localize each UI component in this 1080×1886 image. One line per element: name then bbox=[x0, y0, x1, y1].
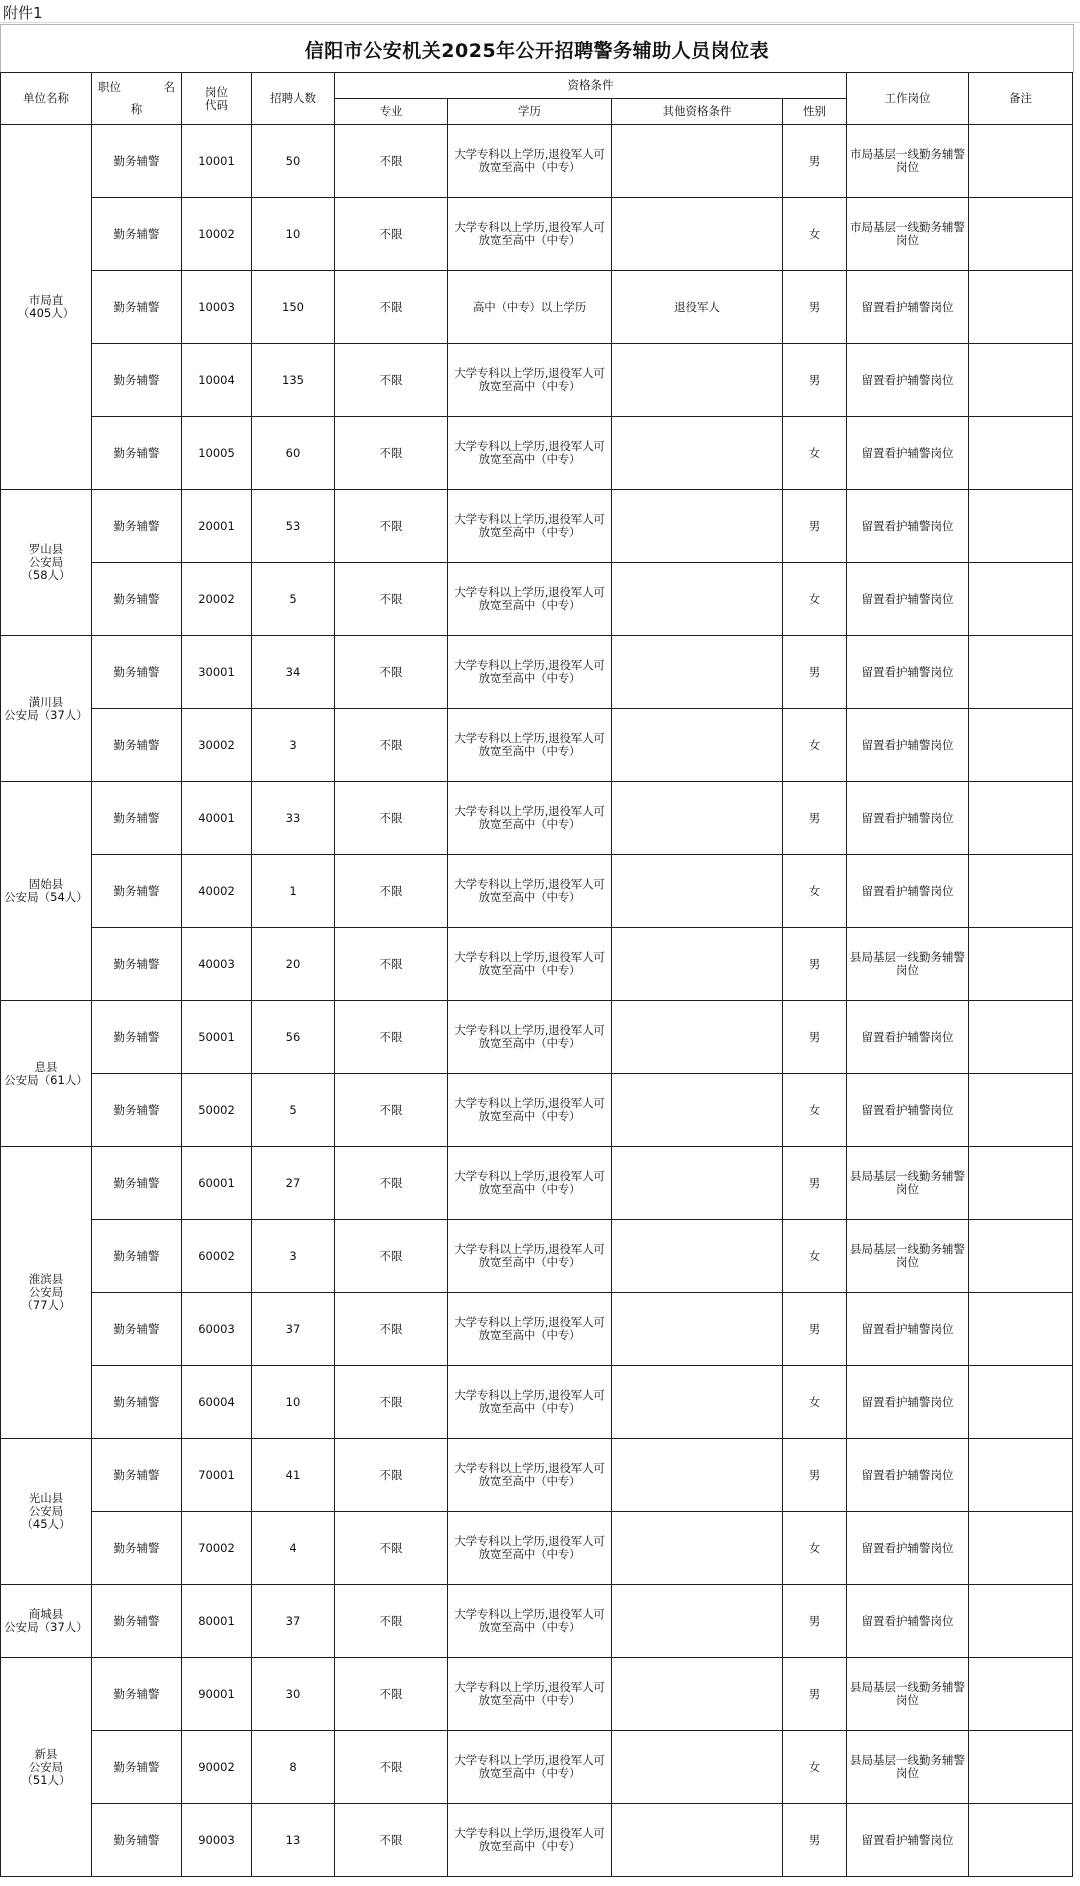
table-row bbox=[1, 1512, 1073, 1585]
code-cell: 40001 bbox=[182, 782, 252, 855]
unit-name-line: 公安局（61人） bbox=[4, 1072, 88, 1087]
post-cell: 留置看护辅警岗位 bbox=[847, 1366, 969, 1439]
col-header-job-name-part2: 名 bbox=[163, 80, 175, 94]
job-name-cell: 勤务辅警 bbox=[92, 490, 182, 563]
remark-cell bbox=[969, 1001, 1073, 1074]
major-cell: 不限 bbox=[335, 1804, 448, 1877]
education-cell: 高中（中专）以上学历 bbox=[448, 271, 612, 344]
other-cell bbox=[612, 1147, 783, 1220]
table-row bbox=[1, 1439, 1073, 1512]
unit-name-line: 商城县 bbox=[28, 1607, 64, 1621]
major-cell: 不限 bbox=[335, 636, 448, 709]
post-cell: 留置看护辅警岗位 bbox=[847, 1804, 969, 1877]
education-cell: 大学专科以上学历,退役军人可放宽至高中（中专） bbox=[448, 1658, 612, 1731]
job-name-cell: 勤务辅警 bbox=[92, 928, 182, 1001]
code-cell: 10004 bbox=[182, 344, 252, 417]
remark-cell bbox=[969, 563, 1073, 636]
remark-cell bbox=[969, 636, 1073, 709]
other-cell bbox=[612, 1439, 783, 1512]
major-cell: 不限 bbox=[335, 1439, 448, 1512]
col-header-code-line1: 岗位 bbox=[205, 84, 228, 99]
job-name-cell: 勤务辅警 bbox=[92, 1512, 182, 1585]
col-header-post: 工作岗位 bbox=[847, 73, 969, 125]
code-cell: 60003 bbox=[182, 1293, 252, 1366]
post-cell: 市局基层一线勤务辅警岗位 bbox=[847, 125, 969, 198]
job-name-cell: 勤务辅警 bbox=[92, 636, 182, 709]
post-cell: 留置看护辅警岗位 bbox=[847, 1001, 969, 1074]
job-name-cell: 勤务辅警 bbox=[92, 855, 182, 928]
job-name-cell: 勤务辅警 bbox=[92, 563, 182, 636]
table-row bbox=[1, 1658, 1073, 1731]
major-cell: 不限 bbox=[335, 271, 448, 344]
code-cell: 40003 bbox=[182, 928, 252, 1001]
major-cell: 不限 bbox=[335, 782, 448, 855]
code-cell: 10001 bbox=[182, 125, 252, 198]
count-cell: 27 bbox=[252, 1147, 335, 1220]
code-cell: 60002 bbox=[182, 1220, 252, 1293]
count-cell: 30 bbox=[252, 1658, 335, 1731]
table-row bbox=[1, 344, 1073, 417]
remark-cell bbox=[969, 1658, 1073, 1731]
education-cell: 大学专科以上学历,退役军人可放宽至高中（中专） bbox=[448, 1512, 612, 1585]
table-row bbox=[1, 1731, 1073, 1804]
unit-name-cell bbox=[1, 636, 92, 782]
gender-cell: 女 bbox=[783, 198, 847, 271]
code-cell: 10005 bbox=[182, 417, 252, 490]
count-cell: 37 bbox=[252, 1585, 335, 1658]
other-cell bbox=[612, 1074, 783, 1147]
unit-name-line: （45人） bbox=[21, 1517, 71, 1531]
gender-cell: 女 bbox=[783, 563, 847, 636]
job-name-cell: 勤务辅警 bbox=[92, 1366, 182, 1439]
remark-cell bbox=[969, 709, 1073, 782]
table-row bbox=[1, 782, 1073, 855]
other-cell bbox=[612, 1658, 783, 1731]
gender-cell: 女 bbox=[783, 1074, 847, 1147]
code-cell: 20001 bbox=[182, 490, 252, 563]
count-cell: 150 bbox=[252, 271, 335, 344]
major-cell: 不限 bbox=[335, 1220, 448, 1293]
post-cell: 县局基层一线勤务辅警岗位 bbox=[847, 1147, 969, 1220]
major-cell: 不限 bbox=[335, 1366, 448, 1439]
job-name-cell: 勤务辅警 bbox=[92, 709, 182, 782]
post-cell: 市局基层一线勤务辅警岗位 bbox=[847, 198, 969, 271]
education-cell: 大学专科以上学历,退役军人可放宽至高中（中专） bbox=[448, 125, 612, 198]
major-cell: 不限 bbox=[335, 1512, 448, 1585]
remark-cell bbox=[969, 417, 1073, 490]
remark-cell bbox=[969, 1366, 1073, 1439]
remark-cell bbox=[969, 198, 1073, 271]
code-cell: 10002 bbox=[182, 198, 252, 271]
other-cell bbox=[612, 709, 783, 782]
major-cell: 不限 bbox=[335, 1147, 448, 1220]
education-cell: 大学专科以上学历,退役军人可放宽至高中（中专） bbox=[448, 636, 612, 709]
table-body bbox=[1, 125, 1073, 1877]
unit-name-line: 息县 bbox=[34, 1059, 58, 1074]
remark-cell bbox=[969, 1585, 1073, 1658]
post-cell: 县局基层一线勤务辅警岗位 bbox=[847, 1658, 969, 1731]
gender-cell: 女 bbox=[783, 1220, 847, 1293]
post-cell: 县局基层一线勤务辅警岗位 bbox=[847, 928, 969, 1001]
education-cell: 大学专科以上学历,退役军人可放宽至高中（中专） bbox=[448, 782, 612, 855]
major-cell: 不限 bbox=[335, 1074, 448, 1147]
code-cell: 90003 bbox=[182, 1804, 252, 1877]
table-row bbox=[1, 709, 1073, 782]
post-cell: 留置看护辅警岗位 bbox=[847, 782, 969, 855]
gender-cell: 男 bbox=[783, 1439, 847, 1512]
code-cell: 80001 bbox=[182, 1585, 252, 1658]
col-header-job-name-part1: 职位 bbox=[98, 80, 121, 94]
education-cell: 大学专科以上学历,退役军人可放宽至高中（中专） bbox=[448, 928, 612, 1001]
unit-name-line: 公安局（37人） bbox=[4, 1620, 88, 1634]
col-header-qualifications: 资格条件 bbox=[335, 73, 847, 99]
gender-cell: 男 bbox=[783, 782, 847, 855]
major-cell: 不限 bbox=[335, 1658, 448, 1731]
table-row bbox=[1, 417, 1073, 490]
job-name-cell: 勤务辅警 bbox=[92, 125, 182, 198]
col-header-job-name-part3: 称 bbox=[130, 102, 143, 116]
positions-table bbox=[0, 72, 1073, 1877]
other-cell bbox=[612, 1366, 783, 1439]
job-name-cell: 勤务辅警 bbox=[92, 782, 182, 855]
count-cell: 50 bbox=[252, 125, 335, 198]
count-cell: 33 bbox=[252, 782, 335, 855]
post-cell: 留置看护辅警岗位 bbox=[847, 344, 969, 417]
gender-cell: 男 bbox=[783, 1147, 847, 1220]
col-header-code bbox=[182, 73, 252, 125]
count-cell: 13 bbox=[252, 1804, 335, 1877]
post-cell: 留置看护辅警岗位 bbox=[847, 563, 969, 636]
code-cell: 40002 bbox=[182, 855, 252, 928]
code-cell: 10003 bbox=[182, 271, 252, 344]
other-cell bbox=[612, 563, 783, 636]
education-cell: 大学专科以上学历,退役军人可放宽至高中（中专） bbox=[448, 1293, 612, 1366]
job-name-cell: 勤务辅警 bbox=[92, 1001, 182, 1074]
table-row bbox=[1, 1804, 1073, 1877]
job-name-cell: 勤务辅警 bbox=[92, 1293, 182, 1366]
gender-cell: 男 bbox=[783, 1001, 847, 1074]
table-row bbox=[1, 1366, 1073, 1439]
other-cell: 退役军人 bbox=[612, 271, 783, 344]
job-name-cell: 勤务辅警 bbox=[92, 1220, 182, 1293]
col-header-remark: 备注 bbox=[969, 73, 1073, 125]
other-cell bbox=[612, 1804, 783, 1877]
other-cell bbox=[612, 417, 783, 490]
count-cell: 5 bbox=[252, 1074, 335, 1147]
count-cell: 37 bbox=[252, 1293, 335, 1366]
job-name-cell: 勤务辅警 bbox=[92, 1731, 182, 1804]
table-row bbox=[1, 1220, 1073, 1293]
count-cell: 10 bbox=[252, 198, 335, 271]
post-cell: 留置看护辅警岗位 bbox=[847, 490, 969, 563]
major-cell: 不限 bbox=[335, 855, 448, 928]
unit-name-line: 光山县 bbox=[28, 1491, 64, 1505]
job-name-cell: 勤务辅警 bbox=[92, 1585, 182, 1658]
count-cell: 135 bbox=[252, 344, 335, 417]
remark-cell bbox=[969, 344, 1073, 417]
unit-name-cell bbox=[1, 1585, 92, 1658]
table-row bbox=[1, 855, 1073, 928]
table-row bbox=[1, 563, 1073, 636]
post-cell: 留置看护辅警岗位 bbox=[847, 417, 969, 490]
education-cell: 大学专科以上学历,退役军人可放宽至高中（中专） bbox=[448, 1439, 612, 1512]
count-cell: 3 bbox=[252, 1220, 335, 1293]
remark-cell bbox=[969, 1074, 1073, 1147]
post-cell: 留置看护辅警岗位 bbox=[847, 1439, 969, 1512]
other-cell bbox=[612, 1512, 783, 1585]
unit-name-line: 公安局（54人） bbox=[4, 890, 88, 904]
table-row bbox=[1, 1585, 1073, 1658]
col-header-code-line2: 代码 bbox=[205, 97, 228, 112]
major-cell: 不限 bbox=[335, 1585, 448, 1658]
unit-name-line: （51人） bbox=[21, 1772, 71, 1787]
education-cell: 大学专科以上学历,退役军人可放宽至高中（中专） bbox=[448, 344, 612, 417]
count-cell: 4 bbox=[252, 1512, 335, 1585]
education-cell: 大学专科以上学历,退役军人可放宽至高中（中专） bbox=[448, 490, 612, 563]
unit-name-line: 公安局 bbox=[28, 1504, 64, 1518]
other-cell bbox=[612, 928, 783, 1001]
remark-cell bbox=[969, 125, 1073, 198]
code-cell: 20002 bbox=[182, 563, 252, 636]
gender-cell: 男 bbox=[783, 271, 847, 344]
education-cell: 大学专科以上学历,退役军人可放宽至高中（中专） bbox=[448, 198, 612, 271]
job-name-cell: 勤务辅警 bbox=[92, 1147, 182, 1220]
remark-cell bbox=[969, 1512, 1073, 1585]
major-cell: 不限 bbox=[335, 1731, 448, 1804]
unit-name-cell bbox=[1, 1658, 92, 1877]
count-cell: 53 bbox=[252, 490, 335, 563]
job-name-cell: 勤务辅警 bbox=[92, 271, 182, 344]
other-cell bbox=[612, 636, 783, 709]
unit-name-cell bbox=[1, 1001, 92, 1147]
education-cell: 大学专科以上学历,退役军人可放宽至高中（中专） bbox=[448, 1366, 612, 1439]
table-row bbox=[1, 928, 1073, 1001]
code-cell: 90001 bbox=[182, 1658, 252, 1731]
post-cell: 留置看护辅警岗位 bbox=[847, 1512, 969, 1585]
unit-name-line: （405人） bbox=[17, 306, 75, 320]
remark-cell bbox=[969, 1731, 1073, 1804]
post-cell: 县局基层一线勤务辅警岗位 bbox=[847, 1731, 969, 1804]
job-name-cell: 勤务辅警 bbox=[92, 1658, 182, 1731]
gender-cell: 男 bbox=[783, 1804, 847, 1877]
gender-cell: 男 bbox=[783, 636, 847, 709]
code-cell: 70001 bbox=[182, 1439, 252, 1512]
other-cell bbox=[612, 125, 783, 198]
unit-name-line: 罗山县 bbox=[28, 542, 64, 556]
remark-cell bbox=[969, 1147, 1073, 1220]
col-header-education: 学历 bbox=[448, 99, 612, 125]
code-cell: 70002 bbox=[182, 1512, 252, 1585]
count-cell: 3 bbox=[252, 709, 335, 782]
gender-cell: 男 bbox=[783, 490, 847, 563]
code-cell: 60001 bbox=[182, 1147, 252, 1220]
table-row bbox=[1, 125, 1073, 198]
code-cell: 90002 bbox=[182, 1731, 252, 1804]
education-cell: 大学专科以上学历,退役军人可放宽至高中（中专） bbox=[448, 1074, 612, 1147]
job-name-cell: 勤务辅警 bbox=[92, 1439, 182, 1512]
unit-name-line: （58人） bbox=[21, 568, 71, 582]
job-name-cell: 勤务辅警 bbox=[92, 344, 182, 417]
count-cell: 41 bbox=[252, 1439, 335, 1512]
post-cell: 留置看护辅警岗位 bbox=[847, 271, 969, 344]
other-cell bbox=[612, 198, 783, 271]
col-header-gender: 性别 bbox=[783, 99, 847, 125]
other-cell bbox=[612, 782, 783, 855]
job-name-cell: 勤务辅警 bbox=[92, 1804, 182, 1877]
remark-cell bbox=[969, 271, 1073, 344]
other-cell bbox=[612, 855, 783, 928]
job-name-cell: 勤务辅警 bbox=[92, 198, 182, 271]
major-cell: 不限 bbox=[335, 344, 448, 417]
other-cell bbox=[612, 1001, 783, 1074]
gender-cell: 女 bbox=[783, 1512, 847, 1585]
remark-cell bbox=[969, 855, 1073, 928]
education-cell: 大学专科以上学历,退役军人可放宽至高中（中专） bbox=[448, 563, 612, 636]
table-row bbox=[1, 1001, 1073, 1074]
education-cell: 大学专科以上学历,退役军人可放宽至高中（中专） bbox=[448, 709, 612, 782]
remark-cell bbox=[969, 1293, 1073, 1366]
major-cell: 不限 bbox=[335, 490, 448, 563]
count-cell: 5 bbox=[252, 563, 335, 636]
unit-name-line: 公安局 bbox=[28, 1285, 64, 1299]
remark-cell bbox=[969, 928, 1073, 1001]
post-cell: 县局基层一线勤务辅警岗位 bbox=[847, 1220, 969, 1293]
major-cell: 不限 bbox=[335, 1293, 448, 1366]
count-cell: 1 bbox=[252, 855, 335, 928]
education-cell: 大学专科以上学历,退役军人可放宽至高中（中专） bbox=[448, 1585, 612, 1658]
major-cell: 不限 bbox=[335, 1001, 448, 1074]
code-cell: 30001 bbox=[182, 636, 252, 709]
unit-name-cell bbox=[1, 1439, 92, 1585]
code-cell: 50002 bbox=[182, 1074, 252, 1147]
unit-name-cell bbox=[1, 1147, 92, 1439]
other-cell bbox=[612, 1731, 783, 1804]
unit-name-line: 公安局 bbox=[28, 555, 64, 569]
gender-cell: 男 bbox=[783, 125, 847, 198]
unit-name-line: 市局直 bbox=[28, 293, 64, 307]
table-row bbox=[1, 1074, 1073, 1147]
post-cell: 留置看护辅警岗位 bbox=[847, 1074, 969, 1147]
major-cell: 不限 bbox=[335, 125, 448, 198]
code-cell: 60004 bbox=[182, 1366, 252, 1439]
gender-cell: 女 bbox=[783, 417, 847, 490]
remark-cell bbox=[969, 490, 1073, 563]
col-header-job-name bbox=[92, 73, 182, 125]
col-header-count: 招聘人数 bbox=[252, 73, 335, 125]
unit-name-line: 公安局（37人） bbox=[4, 707, 88, 722]
major-cell: 不限 bbox=[335, 928, 448, 1001]
education-cell: 大学专科以上学历,退役军人可放宽至高中（中专） bbox=[448, 1731, 612, 1804]
education-cell: 大学专科以上学历,退役军人可放宽至高中（中专） bbox=[448, 1147, 612, 1220]
remark-cell bbox=[969, 1220, 1073, 1293]
col-header-other: 其他资格条件 bbox=[612, 99, 783, 125]
unit-name-line: 淮滨县 bbox=[28, 1272, 64, 1286]
table-row bbox=[1, 271, 1073, 344]
code-cell: 30002 bbox=[182, 709, 252, 782]
count-cell: 56 bbox=[252, 1001, 335, 1074]
education-cell: 大学专科以上学历,退役军人可放宽至高中（中专） bbox=[448, 855, 612, 928]
other-cell bbox=[612, 1220, 783, 1293]
unit-name-line: 新县 bbox=[34, 1746, 58, 1761]
col-header-major: 专业 bbox=[335, 99, 448, 125]
major-cell: 不限 bbox=[335, 417, 448, 490]
education-cell: 大学专科以上学历,退役军人可放宽至高中（中专） bbox=[448, 1220, 612, 1293]
remark-cell bbox=[969, 1439, 1073, 1512]
header-row-1 bbox=[1, 73, 1073, 99]
table-row bbox=[1, 1147, 1073, 1220]
post-cell: 留置看护辅警岗位 bbox=[847, 709, 969, 782]
gender-cell: 男 bbox=[783, 1293, 847, 1366]
unit-name-cell bbox=[1, 490, 92, 636]
gender-cell: 男 bbox=[783, 344, 847, 417]
table-row bbox=[1, 636, 1073, 709]
gender-cell: 男 bbox=[783, 928, 847, 1001]
unit-name-line: 固始县 bbox=[28, 877, 64, 891]
gender-cell: 女 bbox=[783, 855, 847, 928]
unit-name-line: （77人） bbox=[21, 1298, 71, 1312]
gender-cell: 男 bbox=[783, 1585, 847, 1658]
col-header-unit: 单位名称 bbox=[1, 73, 92, 125]
count-cell: 10 bbox=[252, 1366, 335, 1439]
post-cell: 留置看护辅警岗位 bbox=[847, 855, 969, 928]
count-cell: 34 bbox=[252, 636, 335, 709]
job-name-cell: 勤务辅警 bbox=[92, 1074, 182, 1147]
table-row bbox=[1, 198, 1073, 271]
remark-cell bbox=[969, 1804, 1073, 1877]
unit-name-cell bbox=[1, 125, 92, 490]
other-cell bbox=[612, 1585, 783, 1658]
table-row bbox=[1, 490, 1073, 563]
remark-cell bbox=[969, 782, 1073, 855]
other-cell bbox=[612, 344, 783, 417]
gender-cell: 女 bbox=[783, 709, 847, 782]
post-cell: 留置看护辅警岗位 bbox=[847, 1585, 969, 1658]
other-cell bbox=[612, 1293, 783, 1366]
count-cell: 60 bbox=[252, 417, 335, 490]
unit-name-line: 公安局 bbox=[28, 1759, 64, 1774]
code-cell: 50001 bbox=[182, 1001, 252, 1074]
unit-name-cell bbox=[1, 782, 92, 1001]
page-title: 信阳市公安机关2025年公开招聘警务辅助人员岗位表 bbox=[0, 24, 1074, 73]
table-row bbox=[1, 1293, 1073, 1366]
education-cell: 大学专科以上学历,退役军人可放宽至高中（中专） bbox=[448, 417, 612, 490]
count-cell: 8 bbox=[252, 1731, 335, 1804]
gender-cell: 男 bbox=[783, 1658, 847, 1731]
education-cell: 大学专科以上学历,退役军人可放宽至高中（中专） bbox=[448, 1804, 612, 1877]
major-cell: 不限 bbox=[335, 709, 448, 782]
post-cell: 留置看护辅警岗位 bbox=[847, 1293, 969, 1366]
gender-cell: 女 bbox=[783, 1731, 847, 1804]
unit-name-line: 潢川县 bbox=[28, 694, 64, 709]
post-cell: 留置看护辅警岗位 bbox=[847, 636, 969, 709]
major-cell: 不限 bbox=[335, 563, 448, 636]
other-cell bbox=[612, 490, 783, 563]
job-name-cell: 勤务辅警 bbox=[92, 417, 182, 490]
count-cell: 20 bbox=[252, 928, 335, 1001]
education-cell: 大学专科以上学历,退役军人可放宽至高中（中专） bbox=[448, 1001, 612, 1074]
gender-cell: 女 bbox=[783, 1366, 847, 1439]
spreadsheet-top-row bbox=[0, 0, 1080, 23]
annex-label: 附件1 bbox=[3, 4, 43, 22]
major-cell: 不限 bbox=[335, 198, 448, 271]
